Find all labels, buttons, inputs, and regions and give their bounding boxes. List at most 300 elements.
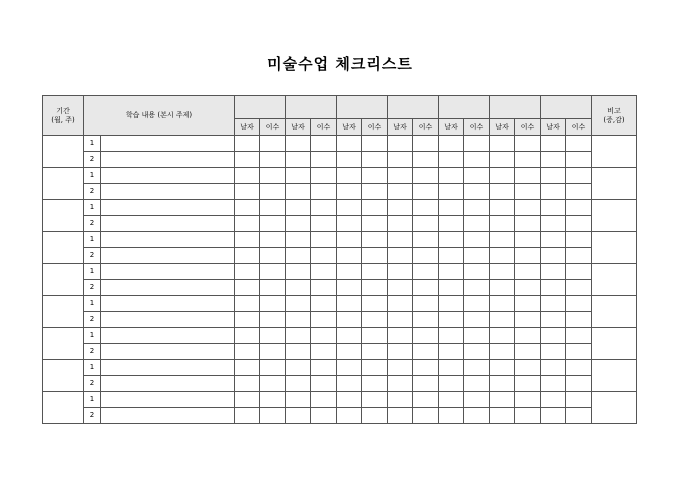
completion-cell — [464, 312, 490, 328]
row-number: 2 — [84, 376, 101, 392]
period-cell — [43, 392, 84, 424]
completion-cell — [260, 200, 286, 216]
date-cell — [490, 264, 515, 280]
period-header — [43, 96, 84, 136]
completion-cell — [260, 152, 286, 168]
checklist-table — [42, 95, 637, 424]
completion-cell — [464, 136, 490, 152]
date-cell — [439, 168, 464, 184]
date-cell — [439, 264, 464, 280]
date-cell — [286, 312, 311, 328]
group-header-cell — [286, 96, 337, 119]
date-cell — [490, 136, 515, 152]
date-cell — [337, 344, 362, 360]
date-cell — [235, 376, 260, 392]
content-cell — [101, 168, 235, 184]
completion-header: 이수 — [362, 119, 388, 136]
date-cell — [337, 200, 362, 216]
date-cell — [490, 200, 515, 216]
completion-cell — [260, 248, 286, 264]
completion-cell — [566, 408, 592, 424]
date-cell — [235, 344, 260, 360]
completion-cell — [464, 344, 490, 360]
date-cell — [337, 216, 362, 232]
date-cell — [235, 392, 260, 408]
completion-cell — [566, 152, 592, 168]
completion-cell — [413, 168, 439, 184]
completion-cell — [260, 376, 286, 392]
date-cell — [541, 392, 566, 408]
completion-cell — [413, 344, 439, 360]
date-cell — [388, 408, 413, 424]
date-cell — [541, 344, 566, 360]
date-cell — [337, 408, 362, 424]
content-cell — [101, 184, 235, 200]
completion-cell — [362, 296, 388, 312]
completion-cell — [515, 184, 541, 200]
table-row — [43, 264, 637, 280]
completion-header: 이수 — [515, 119, 541, 136]
date-cell — [388, 264, 413, 280]
date-cell — [235, 280, 260, 296]
completion-cell — [464, 248, 490, 264]
completion-cell — [311, 168, 337, 184]
completion-cell — [515, 168, 541, 184]
completion-cell — [464, 264, 490, 280]
completion-cell — [464, 216, 490, 232]
completion-cell — [362, 248, 388, 264]
completion-cell — [566, 280, 592, 296]
date-cell — [541, 232, 566, 248]
table-row — [43, 312, 637, 328]
table-row — [43, 248, 637, 264]
content-cell — [101, 376, 235, 392]
date-cell — [235, 296, 260, 312]
content-cell — [101, 296, 235, 312]
completion-cell — [413, 152, 439, 168]
table-row — [43, 232, 637, 248]
date-cell — [541, 408, 566, 424]
completion-cell — [362, 328, 388, 344]
row-number: 2 — [84, 184, 101, 200]
date-cell — [286, 264, 311, 280]
date-cell — [490, 248, 515, 264]
date-cell — [490, 360, 515, 376]
date-cell — [439, 328, 464, 344]
completion-cell — [413, 296, 439, 312]
date-cell — [235, 408, 260, 424]
row-number: 1 — [84, 296, 101, 312]
completion-cell — [260, 232, 286, 248]
completion-cell — [515, 152, 541, 168]
remarks-cell — [592, 232, 637, 264]
completion-cell — [515, 248, 541, 264]
group-header-cell — [541, 96, 592, 119]
remarks-cell — [592, 200, 637, 232]
completion-cell — [311, 264, 337, 280]
row-number: 2 — [84, 312, 101, 328]
date-cell — [337, 184, 362, 200]
date-cell — [439, 152, 464, 168]
completion-cell — [311, 184, 337, 200]
date-header: 날자 — [388, 119, 413, 136]
date-cell — [286, 168, 311, 184]
date-cell — [286, 280, 311, 296]
completion-cell — [566, 328, 592, 344]
completion-cell — [362, 216, 388, 232]
table-row — [43, 360, 637, 376]
content-cell — [101, 152, 235, 168]
table-row — [43, 216, 637, 232]
date-cell — [235, 248, 260, 264]
date-cell — [541, 248, 566, 264]
date-cell — [541, 328, 566, 344]
row-number: 2 — [84, 248, 101, 264]
date-cell — [337, 264, 362, 280]
completion-cell — [362, 280, 388, 296]
group-header-cell — [235, 96, 286, 119]
completion-cell — [464, 152, 490, 168]
date-cell — [439, 312, 464, 328]
date-cell — [235, 360, 260, 376]
content-cell — [101, 232, 235, 248]
remarks-header-line: (증,감) — [603, 115, 625, 124]
completion-cell — [515, 264, 541, 280]
date-cell — [235, 264, 260, 280]
completion-cell — [362, 312, 388, 328]
period-cell — [43, 360, 84, 392]
date-cell — [286, 344, 311, 360]
completion-cell — [413, 328, 439, 344]
completion-cell — [515, 136, 541, 152]
period-cell — [43, 136, 84, 168]
completion-cell — [413, 136, 439, 152]
completion-cell — [413, 216, 439, 232]
date-cell — [490, 376, 515, 392]
date-cell — [541, 200, 566, 216]
completion-cell — [362, 168, 388, 184]
completion-cell — [311, 344, 337, 360]
completion-cell — [311, 376, 337, 392]
date-cell — [541, 376, 566, 392]
remarks-cell — [592, 136, 637, 168]
completion-cell — [413, 248, 439, 264]
completion-cell — [464, 392, 490, 408]
content-cell — [101, 264, 235, 280]
date-cell — [235, 312, 260, 328]
period-header-line: (월, 주) — [51, 115, 75, 124]
date-cell — [388, 392, 413, 408]
row-number: 2 — [84, 344, 101, 360]
date-cell — [235, 216, 260, 232]
remarks-cell — [592, 296, 637, 328]
date-cell — [541, 168, 566, 184]
date-cell — [490, 392, 515, 408]
completion-cell — [515, 280, 541, 296]
row-number: 1 — [84, 168, 101, 184]
date-cell — [235, 136, 260, 152]
content-cell — [101, 280, 235, 296]
completion-cell — [362, 408, 388, 424]
date-cell — [388, 248, 413, 264]
date-cell — [388, 200, 413, 216]
table-row — [43, 168, 637, 184]
date-cell — [286, 328, 311, 344]
date-cell — [439, 392, 464, 408]
page-title: 미술수업 체크리스트 — [267, 55, 413, 73]
date-cell — [337, 392, 362, 408]
content-cell — [101, 200, 235, 216]
row-number: 1 — [84, 392, 101, 408]
date-cell — [286, 296, 311, 312]
completion-cell — [413, 184, 439, 200]
completion-cell — [515, 312, 541, 328]
remarks-header — [592, 96, 637, 136]
completion-cell — [515, 232, 541, 248]
completion-cell — [362, 200, 388, 216]
row-number: 1 — [84, 328, 101, 344]
date-cell — [541, 360, 566, 376]
date-cell — [490, 184, 515, 200]
row-number: 1 — [84, 232, 101, 248]
row-number: 1 — [84, 360, 101, 376]
completion-cell — [311, 200, 337, 216]
date-cell — [235, 200, 260, 216]
completion-cell — [464, 168, 490, 184]
row-number: 1 — [84, 264, 101, 280]
completion-cell — [464, 408, 490, 424]
date-header: 날자 — [235, 119, 260, 136]
completion-cell — [566, 216, 592, 232]
row-number: 2 — [84, 408, 101, 424]
date-cell — [286, 200, 311, 216]
completion-cell — [362, 184, 388, 200]
date-cell — [439, 200, 464, 216]
content-cell — [101, 344, 235, 360]
completion-cell — [413, 280, 439, 296]
completion-header: 이수 — [413, 119, 439, 136]
content-cell — [101, 408, 235, 424]
completion-cell — [566, 184, 592, 200]
date-cell — [337, 376, 362, 392]
remarks-cell — [592, 264, 637, 296]
completion-cell — [566, 296, 592, 312]
content-header: 학습 내용 (본시 주제) — [84, 96, 235, 136]
date-cell — [337, 312, 362, 328]
table-row — [43, 184, 637, 200]
table-row — [43, 136, 637, 152]
date-cell — [388, 328, 413, 344]
completion-cell — [566, 360, 592, 376]
date-cell — [286, 136, 311, 152]
completion-cell — [311, 296, 337, 312]
date-cell — [286, 360, 311, 376]
date-cell — [286, 376, 311, 392]
completion-cell — [260, 136, 286, 152]
group-header-cell — [388, 96, 439, 119]
group-header-cell — [490, 96, 541, 119]
content-cell — [101, 312, 235, 328]
completion-cell — [311, 280, 337, 296]
completion-cell — [362, 152, 388, 168]
date-cell — [388, 296, 413, 312]
date-cell — [286, 248, 311, 264]
completion-cell — [566, 248, 592, 264]
completion-cell — [515, 296, 541, 312]
date-cell — [388, 152, 413, 168]
completion-cell — [464, 328, 490, 344]
content-cell — [101, 136, 235, 152]
date-cell — [286, 152, 311, 168]
completion-cell — [413, 200, 439, 216]
date-cell — [541, 184, 566, 200]
table-row — [43, 392, 637, 408]
date-cell — [337, 280, 362, 296]
date-cell — [286, 216, 311, 232]
date-cell — [439, 184, 464, 200]
row-number: 2 — [84, 152, 101, 168]
date-cell — [337, 136, 362, 152]
completion-cell — [464, 232, 490, 248]
date-cell — [439, 296, 464, 312]
table-row — [43, 152, 637, 168]
completion-cell — [311, 328, 337, 344]
table-row — [43, 296, 637, 312]
remarks-header-line: 비고 — [607, 106, 621, 115]
completion-cell — [566, 136, 592, 152]
row-number: 2 — [84, 216, 101, 232]
date-cell — [490, 168, 515, 184]
completion-cell — [311, 152, 337, 168]
date-cell — [388, 216, 413, 232]
period-cell — [43, 200, 84, 232]
completion-cell — [566, 344, 592, 360]
date-cell — [235, 232, 260, 248]
completion-cell — [362, 344, 388, 360]
completion-cell — [311, 248, 337, 264]
table-row — [43, 200, 637, 216]
date-cell — [439, 344, 464, 360]
date-cell — [286, 408, 311, 424]
completion-header: 이수 — [260, 119, 286, 136]
completion-cell — [260, 312, 286, 328]
table-row — [43, 344, 637, 360]
date-cell — [286, 184, 311, 200]
completion-cell — [362, 376, 388, 392]
completion-cell — [464, 200, 490, 216]
completion-header: 이수 — [464, 119, 490, 136]
completion-header: 이수 — [566, 119, 592, 136]
date-cell — [235, 328, 260, 344]
completion-cell — [464, 296, 490, 312]
table-row — [43, 280, 637, 296]
remarks-cell — [592, 168, 637, 200]
completion-cell — [566, 232, 592, 248]
date-cell — [490, 232, 515, 248]
date-header: 날자 — [337, 119, 362, 136]
completion-cell — [464, 280, 490, 296]
group-header-cell — [337, 96, 388, 119]
remarks-cell — [592, 360, 637, 392]
date-cell — [337, 232, 362, 248]
date-cell — [388, 136, 413, 152]
completion-cell — [260, 392, 286, 408]
date-cell — [235, 184, 260, 200]
date-cell — [337, 248, 362, 264]
completion-cell — [566, 200, 592, 216]
content-cell — [101, 248, 235, 264]
completion-cell — [362, 360, 388, 376]
date-cell — [388, 280, 413, 296]
date-cell — [439, 408, 464, 424]
completion-cell — [566, 312, 592, 328]
completion-cell — [260, 408, 286, 424]
completion-cell — [260, 280, 286, 296]
date-header: 날자 — [439, 119, 464, 136]
completion-cell — [311, 392, 337, 408]
table-row — [43, 376, 637, 392]
completion-cell — [515, 376, 541, 392]
date-cell — [439, 360, 464, 376]
completion-cell — [515, 328, 541, 344]
period-cell — [43, 232, 84, 264]
completion-cell — [260, 328, 286, 344]
completion-cell — [311, 408, 337, 424]
completion-cell — [464, 184, 490, 200]
date-cell — [439, 216, 464, 232]
completion-cell — [566, 264, 592, 280]
completion-cell — [260, 296, 286, 312]
date-cell — [490, 312, 515, 328]
completion-cell — [311, 232, 337, 248]
completion-cell — [413, 232, 439, 248]
date-cell — [490, 280, 515, 296]
completion-cell — [413, 360, 439, 376]
group-header-cell — [439, 96, 490, 119]
date-cell — [541, 152, 566, 168]
completion-cell — [515, 344, 541, 360]
completion-cell — [515, 392, 541, 408]
date-cell — [286, 392, 311, 408]
completion-cell — [515, 216, 541, 232]
content-cell — [101, 328, 235, 344]
date-cell — [286, 232, 311, 248]
date-cell — [541, 280, 566, 296]
completion-cell — [311, 312, 337, 328]
date-cell — [541, 264, 566, 280]
date-cell — [439, 248, 464, 264]
completion-cell — [362, 232, 388, 248]
completion-cell — [515, 360, 541, 376]
completion-header: 이수 — [311, 119, 337, 136]
period-cell — [43, 328, 84, 360]
table-row — [43, 328, 637, 344]
date-cell — [337, 360, 362, 376]
date-header: 날자 — [286, 119, 311, 136]
date-cell — [439, 232, 464, 248]
date-header: 날자 — [541, 119, 566, 136]
date-cell — [490, 344, 515, 360]
date-cell — [337, 168, 362, 184]
completion-cell — [311, 216, 337, 232]
date-cell — [388, 344, 413, 360]
period-header-line: 기간 — [56, 106, 70, 115]
date-cell — [541, 312, 566, 328]
period-cell — [43, 296, 84, 328]
date-cell — [439, 376, 464, 392]
date-cell — [439, 136, 464, 152]
date-cell — [388, 312, 413, 328]
